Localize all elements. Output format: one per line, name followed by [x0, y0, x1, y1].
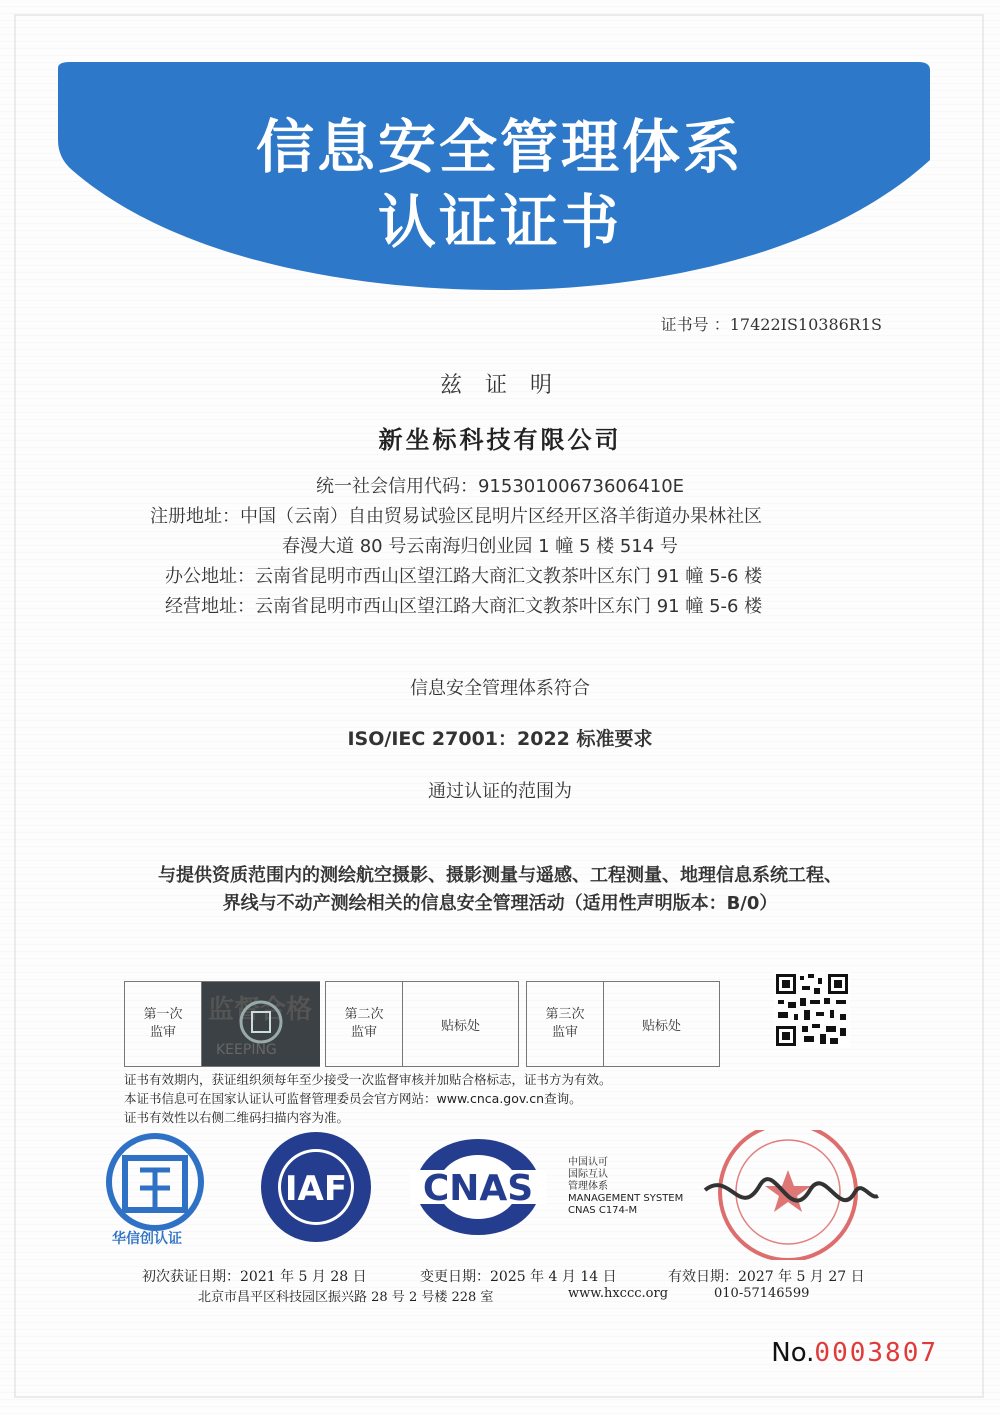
- surveillance-label-1: 第一次 监审: [125, 982, 202, 1066]
- cnas-description: [568, 1157, 683, 1217]
- scope-text: [0, 862, 1000, 918]
- iaf-label: IAF: [284, 1169, 348, 1209]
- credit-code: 统一社会信用代码：91530100673606410E: [315, 476, 685, 497]
- certificate-title-line1: 信息安全管理体系: [255, 113, 744, 181]
- change-date: 变更日期：2025 年 4 月 14 日: [420, 1269, 617, 1285]
- conform-text: 信息安全管理体系符合: [410, 678, 590, 699]
- surveillance-label-2: 第二次 监审: [326, 982, 403, 1066]
- hxcc-logo-icon: [109, 1136, 201, 1228]
- cnas-desc-line-2: 国际互认: [568, 1169, 608, 1180]
- sticker-slot-3: 贴标处: [641, 1018, 681, 1034]
- pass-stamp-icon: [202, 982, 320, 1066]
- cnas-desc-line-4: MANAGEMENT SYSTEM: [568, 1193, 684, 1204]
- cnas-logo-icon: [410, 1139, 546, 1235]
- surveillance-box-3: [526, 981, 720, 1067]
- validity-notes: [124, 1070, 612, 1127]
- serial-prefix: No.: [771, 1338, 815, 1368]
- qr-code-icon[interactable]: [774, 972, 850, 1048]
- certificate-number: 证书号 ：17422IS10386R1S: [660, 315, 882, 334]
- certificate-title-line2: 认证证书: [377, 188, 622, 256]
- surveillance-label-3: 第三次 监审: [527, 982, 604, 1066]
- scope-intro: 通过认证的范围为: [428, 781, 572, 802]
- contact-address: 北京市昌平区科技园区振兴路 28 号 2 号楼 228 室: [198, 1290, 494, 1305]
- expiry-date: 有效日期：2027 年 5 月 27 日: [668, 1269, 865, 1285]
- business-address: 经营地址：云南省昆明市西山区望江路大商汇文教茶叶区东门 91 幢 5-6 楼: [165, 596, 763, 617]
- cnas-desc-line-5: CNAS C174-M: [568, 1205, 638, 1216]
- company-name: 新坐标科技有限公司: [378, 426, 622, 454]
- address-block: [150, 502, 870, 622]
- svg-text:监督合格: 监督合格: [208, 995, 313, 1025]
- registered-address-line2: 春漫大道 80 号云南海归创业园 1 幢 5 楼 514 号: [282, 536, 678, 557]
- cnas-label: CNAS: [422, 1168, 534, 1209]
- note-line-3: 证书有效性以右侧二维码扫描内容为准。: [124, 1110, 350, 1125]
- note-line-1: 证书有效期内，获证组织须每年至少接受一次监督审核并加贴合格标志，证书方为有效。: [124, 1072, 612, 1087]
- standard-text: ISO/IEC 27001：2022 标准要求: [347, 728, 653, 750]
- surveillance-box-2: [325, 981, 519, 1067]
- serial-number: [771, 1338, 938, 1368]
- serial-value: 0003807: [814, 1338, 938, 1368]
- scope-line2: 界线与不动产测绘相关的信息安全管理活动（适用性声明版本：B/0）: [222, 893, 778, 914]
- certify-text: 兹 证 明: [440, 373, 560, 398]
- surveillance-stamp: [202, 982, 320, 1066]
- scope-line1: 与提供资质范围内的测绘航空摄影、摄影测量与遥感、工程测量、地理信息系统工程、: [158, 865, 842, 886]
- contact-website[interactable]: www.hxccc.org: [568, 1286, 669, 1301]
- svg-text:KEEPING: KEEPING: [216, 1042, 277, 1058]
- note-line-2: 本证书信息可在国家认证认可监督管理委员会官方网站：www.cnca.gov.cn查询。: [124, 1091, 582, 1106]
- cnas-desc-line-3: 管理体系: [568, 1181, 608, 1192]
- office-address: 办公地址：云南省昆明市西山区望江路大商汇文教茶叶区东门 91 幢 5-6 楼: [165, 566, 763, 587]
- initial-date: 初次获证日期：2021 年 5 月 28 日: [142, 1269, 367, 1285]
- cnas-desc-line-1: 中国认可: [568, 1157, 608, 1168]
- surveillance-boxes: [124, 981, 724, 1067]
- registered-address-line1: 注册地址：中国（云南）自由贸易试验区昆明片区经开区洛羊街道办果林社区: [150, 506, 762, 527]
- sticker-slot-2: 贴标处: [440, 1018, 480, 1034]
- hxcc-caption: 华信创认证: [112, 1231, 182, 1247]
- iaf-logo-icon: [261, 1132, 371, 1242]
- surveillance-box-1: [124, 981, 320, 1067]
- contact-phone: 010-57146599: [714, 1286, 810, 1301]
